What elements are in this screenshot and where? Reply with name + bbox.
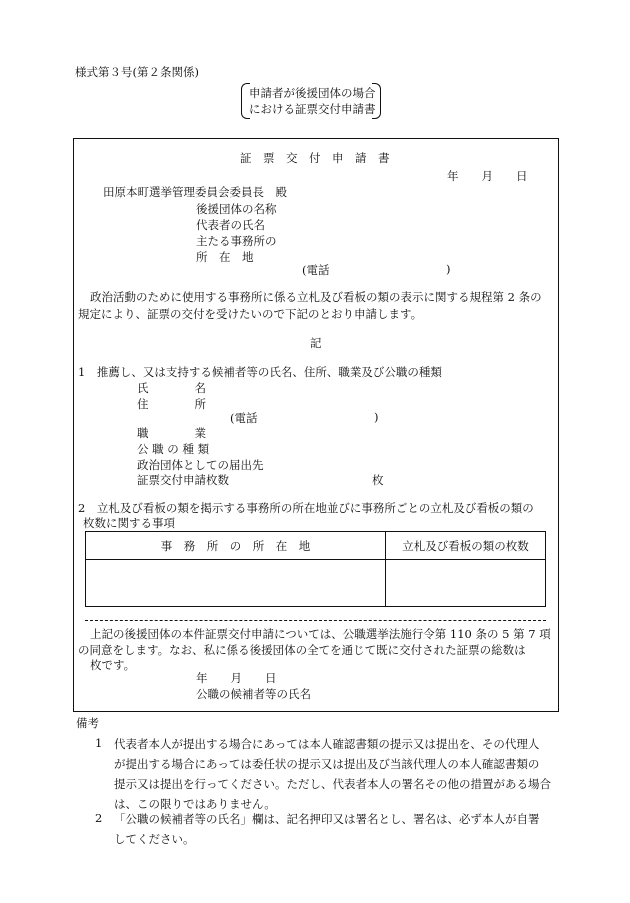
note1-line4: は、この限りではありません。 xyxy=(114,797,276,811)
body-text-line1: 政治活動のために使用する事務所に係る立札及び看板の類の表示に関する規程第 2 条の xyxy=(90,290,542,304)
item2-heading-line1: 2 立札及び看板の類を掲示する事務所の所在地並びに事務所ごとの立札及び看板の類の xyxy=(78,501,534,515)
note1-number: 1 xyxy=(95,736,103,750)
office-location-cell[interactable] xyxy=(86,560,386,607)
org-name-field-label: 後援団体の名称 xyxy=(196,202,277,216)
sign-count-header: 立札及び看板の類の枚数 xyxy=(386,532,546,560)
applicant-type-bracket xyxy=(241,83,381,117)
bracket-title-line1: 申請者が後援団体の場合 xyxy=(249,86,376,100)
candidate-occupation-label: 職 業 xyxy=(137,426,206,440)
consent-text-line2: の同意をします。なお、私に係る後援団体の全てを通じて既に交付された証票の総数は xyxy=(78,643,526,657)
applicant-phone-label: (電話 xyxy=(302,263,330,277)
cert-count-unit: 枚 xyxy=(372,473,384,487)
note2-number: 2 xyxy=(95,811,103,825)
consent-date: 年 月 日 xyxy=(196,671,277,685)
bracket-title-line2: における証票交付申請書 xyxy=(249,102,376,116)
candidate-phone-close: ) xyxy=(374,410,379,424)
item2-heading-line2: 枚数に関する事項 xyxy=(83,516,175,530)
note2-line2: してください。 xyxy=(114,832,195,846)
application-date: 年 月 日 xyxy=(447,169,528,183)
addressee: 田原本町選挙管理委員会委員長 殿 xyxy=(103,185,287,199)
office-location-header: 事 務 所 の 所 在 地 xyxy=(86,532,386,560)
office-type-label: 公 職 の 種 類 xyxy=(137,442,210,456)
representative-name-field-label: 代表者の氏名 xyxy=(196,218,265,232)
note1-line2: が提出する場合にあっては委任状の提示又は提出及び当該代理人の本人確認書類の xyxy=(114,757,540,771)
candidate-phone-label: (電話 xyxy=(230,411,258,425)
dashed-divider xyxy=(85,620,546,621)
registration-label: 政治団体としての届出先 xyxy=(137,458,264,472)
item1-heading: 1 推薦し、又は支持する候補者等の氏名、住所、職業及び公職の種類 xyxy=(78,365,442,379)
notes-heading: 備考 xyxy=(76,716,99,730)
main-office-field-label: 主たる事務所の xyxy=(196,234,277,248)
candidate-address-label: 住 所 xyxy=(137,397,206,411)
note1-line1: 代表者本人が提出する場合にあっては本人確認書類の提示又は提出を、その代理人 xyxy=(114,737,540,751)
body-text-line2: 規定により、証票の交付を受けたいので下記のとおり申請します。 xyxy=(78,307,423,321)
form-number: 様式第３号(第２条関係) xyxy=(75,65,199,79)
cert-count-label: 証票交付申請枚数 xyxy=(137,473,229,487)
form-title: 証 票 交 付 申 請 書 xyxy=(240,151,390,165)
consent-text-line3: 枚です。 xyxy=(90,658,136,672)
ki-heading: 記 xyxy=(310,336,322,350)
office-location-table xyxy=(85,531,546,607)
location-field-label: 所 在 地 xyxy=(196,250,254,264)
sign-count-cell[interactable] xyxy=(386,560,546,607)
candidate-signature-label: 公職の候補者等の氏名 xyxy=(196,687,311,701)
candidate-name-label: 氏 名 xyxy=(137,381,206,395)
applicant-phone-close: ) xyxy=(446,262,451,276)
note2-line1: 「公職の候補者等の氏名」欄は、記名押印又は署名とし、署名は、必ず本人が自署 xyxy=(114,812,540,826)
note1-line3: 提示又は提出を行ってください。ただし、代表者本人の署名その他の措置がある場合 xyxy=(114,777,551,791)
consent-text-line1: 上記の後援団体の本件証票交付申請については、公職選挙法施行令第 110 条の 5 第 7 項 xyxy=(90,627,551,641)
